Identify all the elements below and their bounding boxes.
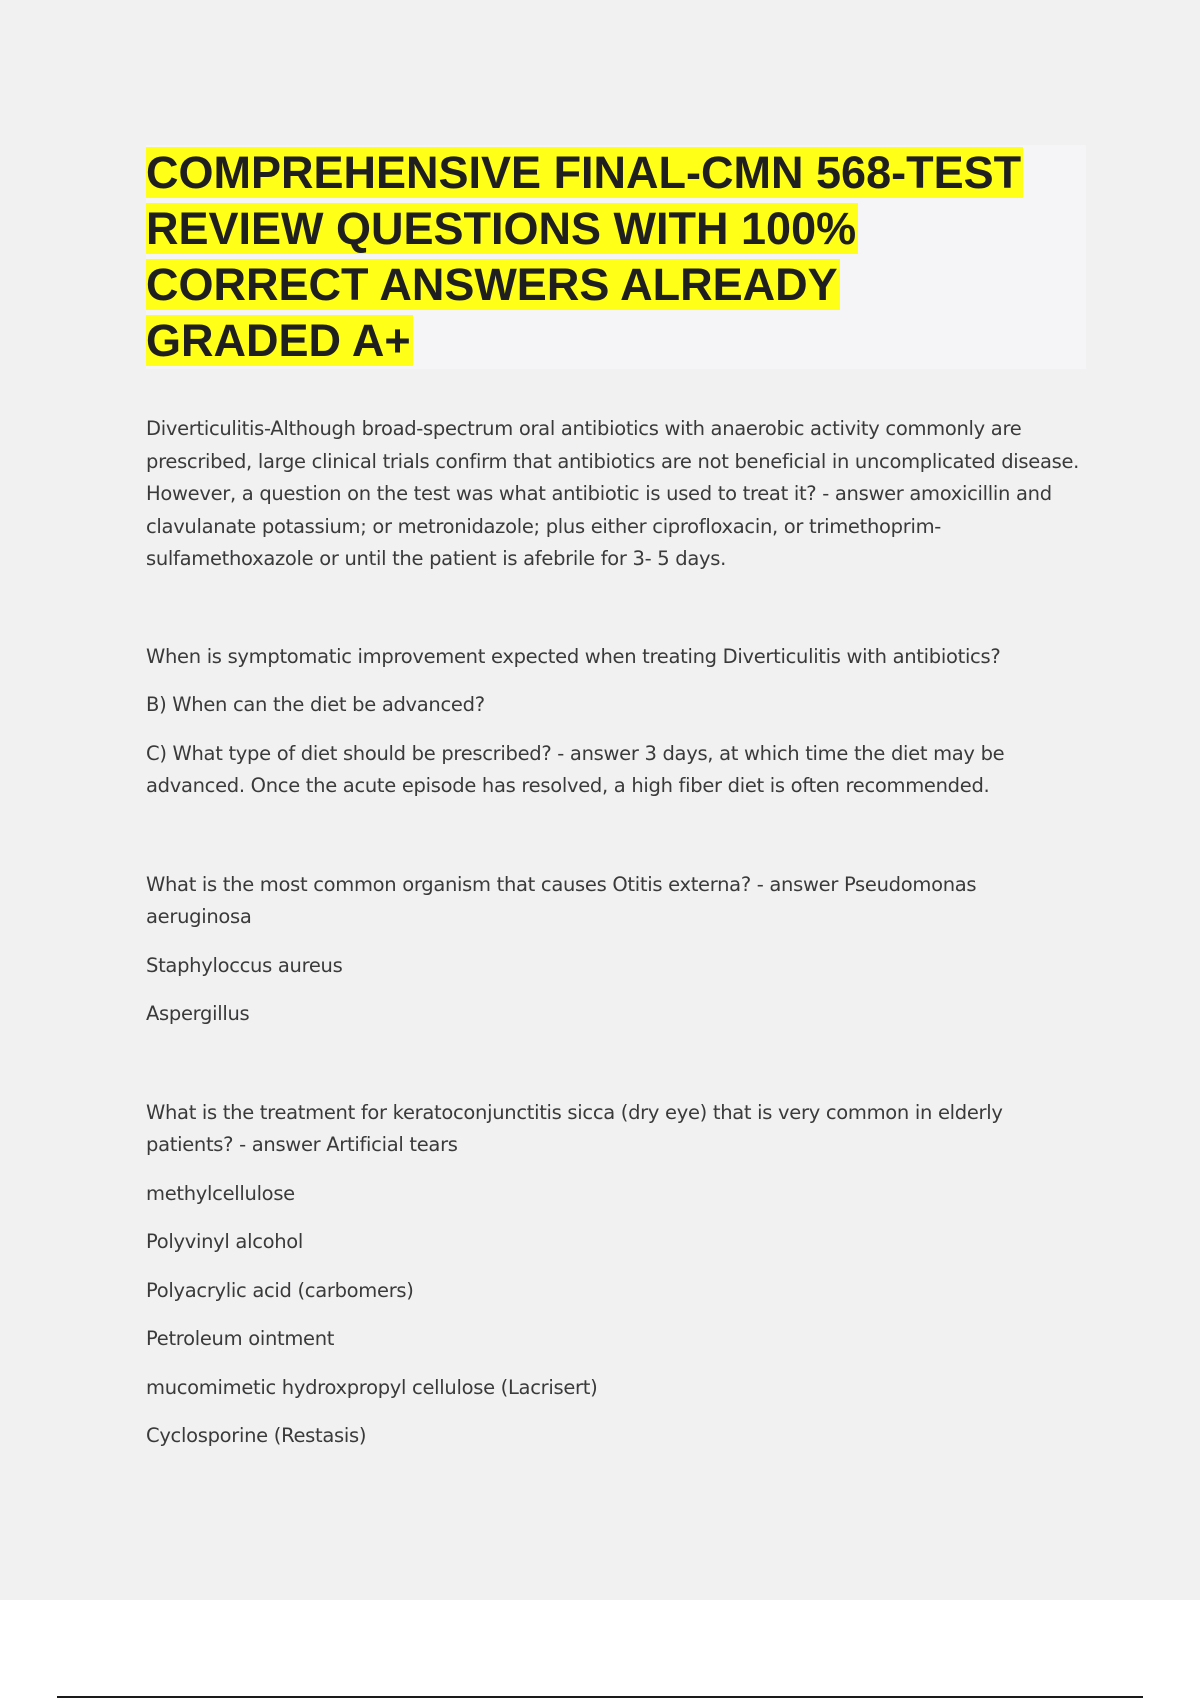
paragraph: What is the treatment for keratoconjunctitis sicca (dry eye) that is very common in elderly patients? - answer Artificial tears: [146, 1100, 1003, 1156]
document-title: [146, 145, 1086, 369]
paragraph: What is the most common organism that causes Otitis externa? - answer Pseudomonas aeruginosa: [146, 872, 977, 928]
qa-block-otitis-externa: [146, 869, 1086, 1031]
paragraph: Polyacrylic acid (carbomers): [146, 1278, 414, 1302]
qa-block-diverticulitis-antibiotics: [146, 413, 1086, 576]
paragraph: Diverticulitis-Although broad-spectrum oral antibiotics with anaerobic activity commonly are prescribed, large clinical trials confirm that antibiotics are not beneficial in uncomplicated disease. However, a question on the test was what antibiotic is used to treat it? - answer amoxicillin and clavulanate potassium; or metronidazole; plus either ciprofloxacin, or trimethoprim-sulfamethoxazole or until the patient is afebrile for 3- 5 days.: [146, 417, 1080, 570]
title-line: GRADED A+: [146, 315, 411, 366]
title-area: [146, 145, 1086, 369]
title-line: COMPREHENSIVE FINAL-CMN 568-TEST: [146, 147, 1022, 198]
qa-block-dry-eye: [146, 1097, 1086, 1453]
title-line: REVIEW QUESTIONS WITH 100%: [146, 203, 857, 254]
paragraph: Polyvinyl alcohol: [146, 1230, 304, 1253]
qa-block-diverticulitis-diet: [146, 641, 1086, 803]
footer-divider: [57, 1696, 1143, 1698]
paragraph: Staphyloccus aureus: [146, 953, 343, 977]
paragraph: mucomimetic hydroxpropyl cellulose (Lacrisert): [146, 1375, 598, 1399]
paragraph: Petroleum ointment: [146, 1327, 335, 1350]
paragraph: Aspergillus: [146, 1002, 250, 1025]
paragraph: methylcellulose: [146, 1181, 295, 1205]
paragraph: C) What type of diet should be prescribed? - answer 3 days, at which time the diet may be advanced. Once the acute episode has resolved, a high fiber diet is often recommended.: [146, 741, 1005, 797]
title-line: CORRECT ANSWERS ALREADY: [146, 259, 838, 310]
document-content: [146, 145, 1086, 1469]
paragraph: When is symptomatic improvement expected when treating Diverticulitis with antibiotics?: [146, 644, 1001, 668]
paragraph: B) When can the diet be advanced?: [146, 693, 485, 716]
paragraph: Cyclosporine (Restasis): [146, 1424, 367, 1447]
